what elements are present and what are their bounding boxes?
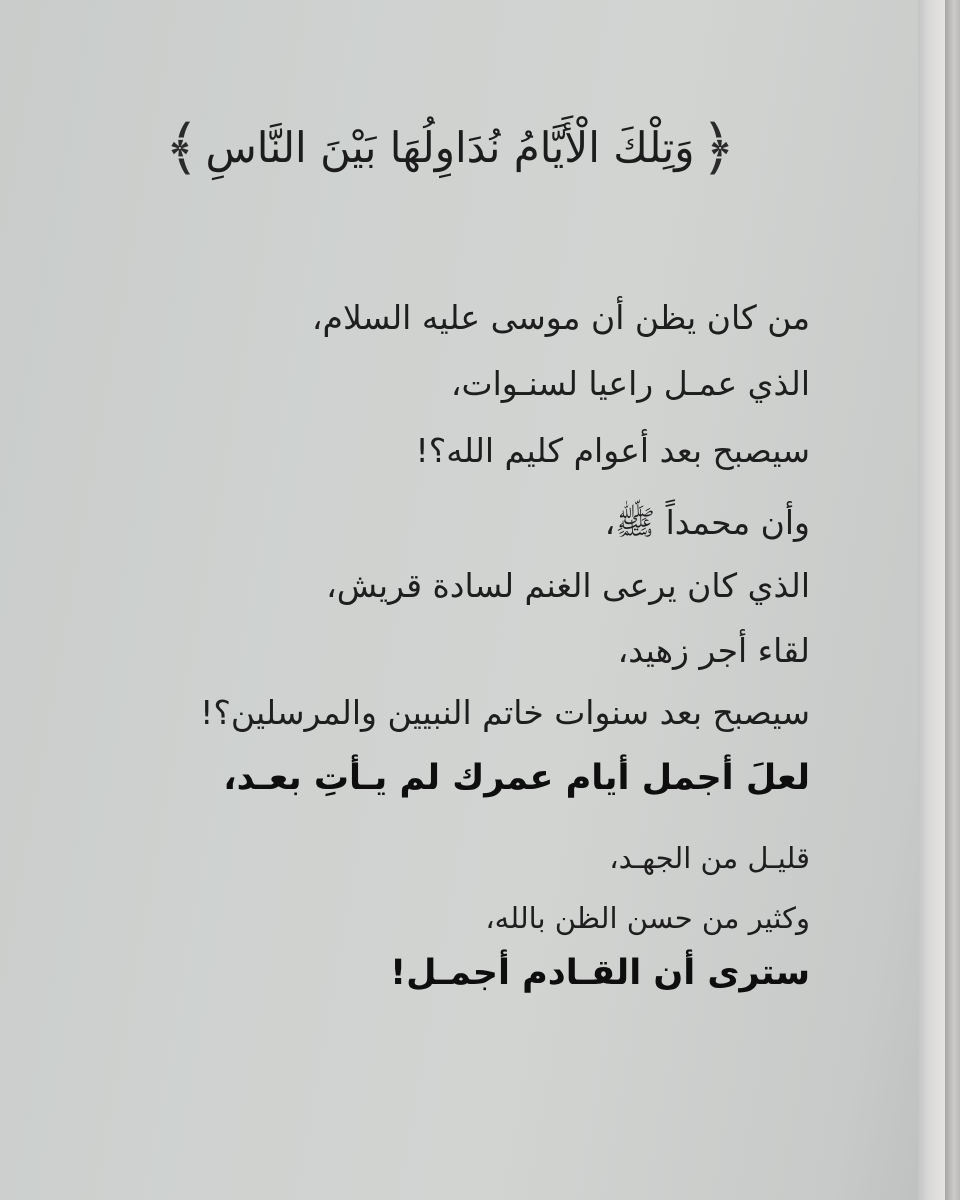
verse-close-bracket: ﴾ <box>164 112 200 183</box>
poem-line: لقاء أجر زهيد، <box>617 631 810 670</box>
poem-line: من كان يظن أن موسى عليه السلام، <box>311 298 810 337</box>
poem-line: الذي عمـل راعيا لسنـوات، <box>450 364 810 403</box>
poem-line: سيصبح بعد سنوات خاتم النبيين والمرسلين؟! <box>200 693 810 732</box>
poem-line: الذي كان يرعى الغنم لسادة قريش، <box>326 566 810 605</box>
poem-line: وأن محمداً ﷺ، <box>604 503 810 542</box>
quran-verse-heading <box>150 100 750 195</box>
poem-line: قليـل من الجهـد، <box>609 841 810 875</box>
verse-text: وَتِلْكَ الْأَيَّامُ نُدَاوِلُهَا بَيْنَ النَّاسِ <box>205 123 695 172</box>
poem-body <box>200 290 810 1003</box>
poem-line-bold: لعلَ أجمل أيام عمرك لم يـأتِ بعـد، <box>223 758 810 798</box>
poem-line-bold: سترى أن القـادم أجمـل! <box>390 953 810 993</box>
verse-open-bracket: ﴿ <box>700 112 736 183</box>
next-page-edge <box>945 0 960 1200</box>
poem-line: وكثير من حسن الظن بالله، <box>485 901 810 935</box>
poem-line: سيصبح بعد أعوام كليم الله؟! <box>415 431 810 470</box>
page-binding-edge <box>918 0 945 1200</box>
